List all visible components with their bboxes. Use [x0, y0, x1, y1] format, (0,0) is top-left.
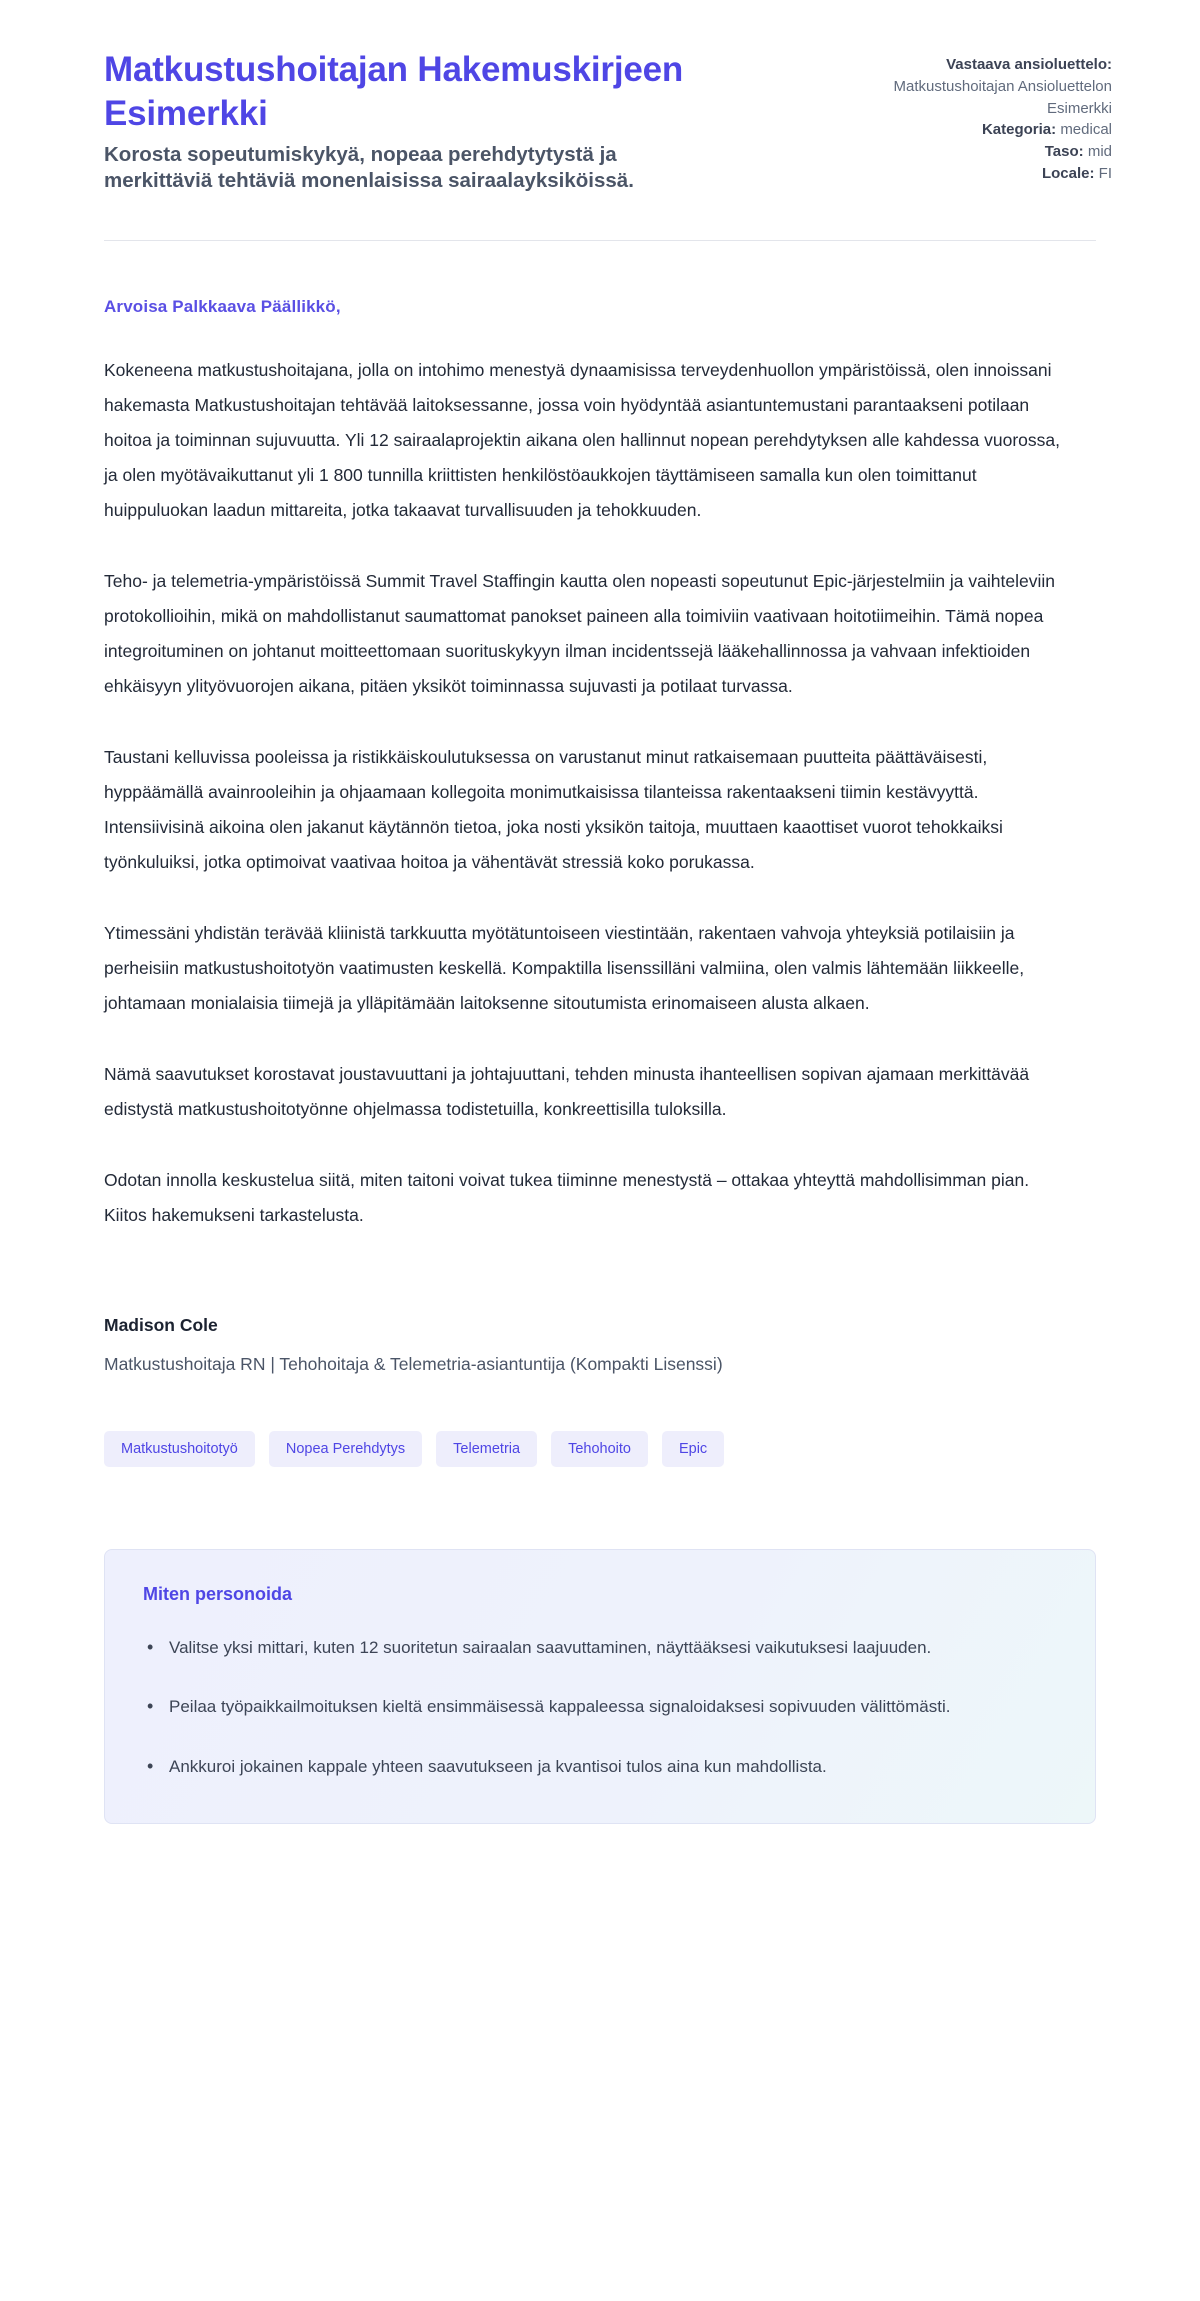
- page-title: Matkustushoitajan Hakemuskirjeen Esimerkki: [104, 50, 684, 133]
- letter-paragraph: Teho- ja telemetria-ympäristöissä Summit Travel Staffingin kautta olen nopeasti sopeutunut Epic-järjestelmiin ja vaihteleviin protokollioihin, mikä on mahdollistanut saumattomat panokset paineen alla toimiviin vaativaan hoitotiimeihin. Tämä nopea integroituminen on johtanut moitteettomaan suorituskykyyn ilman incidentssejä lääkehallinnossa ja vahvaan infektioiden ehkäisyyn ylityövuorojen aikana, pitäen yksiköt toiminnassa sujuvasti ja potilaat turvassa.: [104, 570, 1055, 696]
- page-bottom-spacer: [0, 1824, 1200, 1964]
- tag-chip[interactable]: Nopea Perehdytys: [269, 1431, 422, 1468]
- letter-paragraph: Odotan innolla keskustelua siitä, miten taitoni voivat tukea tiiminne menestystä – ottakaa yhteyttä mahdollisimman pian. Kiitos hakemukseni tarkastelusta.: [104, 1169, 1030, 1225]
- meta-category-label: Kategoria:: [981, 121, 1057, 139]
- tag-chip[interactable]: Tehohoito: [551, 1431, 648, 1468]
- meta-category-value: medical: [1060, 121, 1112, 139]
- letter-paragraph: Ytimessäni yhdistän terävää kliinistä tarkkuutta myötätuntoiseen viestintään, rakentaen vahvoja yhteyksiä potilaisiin ja perheisiin matkustushoitotyön vaatimusten keskellä. Kompaktilla lisenssilläni valmiina, olen valmis lähtemään liikkeelle, johtamaan monialaisia tiimejä ja ylläpitämään laitoksenne sitoutumista erinomaiseen alusta alkaen.: [104, 922, 1025, 1013]
- header-metadata: [832, 48, 1112, 185]
- page-subtitle: Korosta sopeutumiskykyä, nopeaa perehdytytystä ja merkittäviä tehtäviä monenlaisissa sairaalayksiköissä.: [104, 142, 634, 193]
- callout-list-item: • Ankkuroi jokainen kappale yhteen saavutukseen ja kvantisoi tulos aina kun mahdollista.: [143, 1750, 1023, 1783]
- tag-list: [0, 1431, 1200, 1468]
- meta-related-resume-label: Vastaava ansioluettelo:: [946, 56, 1112, 73]
- tag-chip[interactable]: Matkustushoitotyö: [104, 1431, 255, 1468]
- signature-name: Madison Cole: [104, 1314, 218, 1335]
- document-header: [0, 0, 1200, 195]
- signature-block: [0, 1315, 1200, 1375]
- meta-level: [832, 141, 1112, 163]
- meta-locale-label: Locale:: [1041, 164, 1095, 182]
- letter-salutation: Arvoisa Palkkaava Päällikkö,: [104, 296, 341, 316]
- meta-level-value: mid: [1087, 143, 1112, 160]
- letter-paragraph: Kokeneena matkustushoitajana, jolla on intohimo menestyä dynaamisissa terveydenhuollon ympäristöissä, olen innoissani hakemasta Matkustushoitajan tehtävää laitoksessanne, jossa voin hyödyntää asiantuntemustani parantaakseni potilaan hoitoa ja toiminnan sujuvuutta. Yli 12 sairaalaprojektin aikana olen hallinnut nopean perehdytyksen alle kahdessa vuorossa, ja olen myötävaikuttanut yli 1 800 tunnilla kriittisten henkilöstöaukkojen täyttämiseen samalla kun olen toimittanut huippuluokan laadun mittareita, jotka takaavat turvallisuuden ja tehokkuuden.: [104, 359, 1060, 520]
- header-title-block: [104, 48, 744, 195]
- tag-chip[interactable]: Telemetria: [436, 1431, 537, 1468]
- meta-related-resume: [832, 54, 1112, 76]
- personalization-callout: [104, 1549, 1096, 1823]
- meta-category: [832, 119, 1112, 141]
- meta-related-resume-value: Matkustushoitajan Ansioluettelon Esimerkki: [893, 77, 1112, 117]
- header-divider: [104, 240, 1096, 241]
- signature-role: Matkustushoitaja RN | Tehohoitaja & Telemetria-asiantuntija (Kompakti Lisenssi): [104, 1353, 723, 1374]
- meta-related-resume-value-line: [832, 76, 1112, 120]
- meta-locale: [832, 163, 1112, 185]
- letter-paragraph: Nämä saavutukset korostavat joustavuuttani ja johtajuuttani, tehden minusta ihanteellisen sopivan ajamaan merkittävää edistystä matkustushoitotyönne ohjelmassa todistetuilla, konkreettisilla tuloksilla.: [104, 1063, 1030, 1119]
- callout-title: Miten personoida: [143, 1584, 293, 1605]
- meta-locale-value: FI: [1098, 164, 1112, 182]
- callout-list-item: • Peilaa työpaikkailmoituksen kieltä ensimmäisessä kappaleessa signaloidaksesi sopivuuden välittömästi.: [143, 1690, 1023, 1723]
- tag-chip[interactable]: Epic: [662, 1431, 724, 1468]
- callout-list-item: • Valitse yksi mittari, kuten 12 suoritetun sairaalan saavuttaminen, näyttääksesi vaikutuksesi laajuuden.: [143, 1631, 1023, 1664]
- letter-body: [0, 297, 1200, 1233]
- letter-paragraph: Taustani kelluvissa pooleissa ja ristikkäiskoulutuksessa on varustanut minut ratkaisemaan puutteita päättäväisesti, hyppäämällä avainrooleihin ja ohjaamaan kollegoita monimutkaisissa tilanteissa rakentaakseni tiimin kestävyyttä. Intensiivisinä aikoina olen jakanut käytännön tietoa, joka nosti yksikön taitoja, muuttaen kaaottiset vuorot tehokkaiksi työnkuluiksi, jotka optimoivat vaativaa hoitoa ja vähentävät stressiä koko porukassa.: [104, 746, 1003, 872]
- meta-level-label: Taso:: [1044, 143, 1084, 160]
- callout-list: [143, 1631, 1057, 1782]
